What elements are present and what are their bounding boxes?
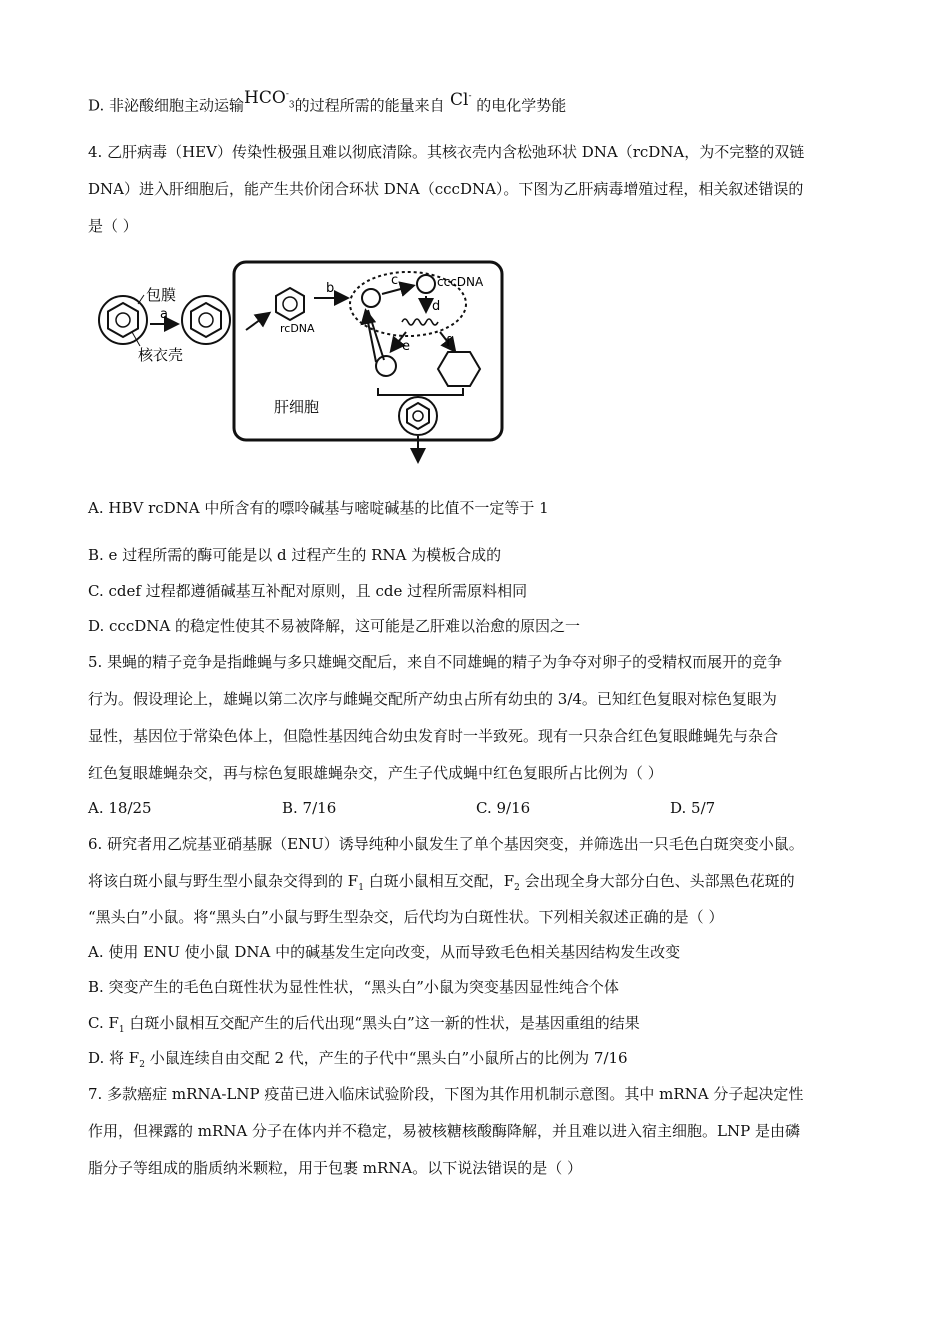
liver-cell-label: 肝细胞	[274, 398, 320, 416]
virus-particle-outside	[99, 296, 147, 344]
q6-option-c: C. $F_1$ 白斑小鼠相互交配产生的后代出现“黑头白”这一新的性状，是基因重组的结果	[88, 1014, 640, 1035]
cccdna-circle	[417, 275, 435, 293]
q4-stem-line1: 4. 乙肝病毒（HEV）传染性极强且难以彻底清除。其核衣壳内含松弛环状 DNA（rcDNA，为不完整的双链	[88, 143, 805, 161]
q4-stem-line3: 是（ ）	[88, 217, 138, 235]
q6-stem-line2: 将该白斑小鼠与野生型小鼠杂交得到的 $F_1$ 白斑小鼠相互交配，$F_2$ 会出现全身大部分白色、头部黑色花斑的	[88, 872, 795, 893]
q5-option-c: C. 9/16	[476, 799, 531, 817]
new-virus-particle	[399, 397, 437, 435]
q3-option-d: D. 非泌酸细胞主动运输$HCO^-_3$的过程所需的能量来自 Cl- 的电化学势能	[88, 87, 567, 115]
q7-stem-line2: 作用，但裸露的 mRNA 分子在体内并不稳定，易被核糖核酸酶降解，并且难以进入宿主细胞。LNP 是由磷	[88, 1122, 800, 1140]
step-e-label: e	[402, 339, 410, 354]
q7-stem-line1: 7. 多款癌症 mRNA-LNP 疫苗已进入临床试验阶段，下图为其作用机制示意图。其中 mRNA 分子起决定性	[88, 1085, 804, 1103]
cl-formula: Cl-	[450, 89, 472, 110]
q6-option-b: B. 突变产生的毛色白斑性状为显性性状，“黑头白”小鼠为突变基因显性纯合个体	[88, 978, 619, 996]
step-d-label: d	[432, 299, 441, 314]
e-product-circle	[376, 356, 396, 376]
q6-stem-line3: “黑头白”小鼠。将“黑头白”小鼠与野生型杂交，后代均为白斑性状。下列相关叙述正确的是（ ）	[88, 908, 724, 926]
assembly-bracket	[378, 388, 463, 395]
q6-stem-line1: 6. 研究者用乙烷基亚硝基脲（ENU）诱导纯种小鼠发生了单个基因突变，并筛选出一只毛色白斑突变小鼠。	[88, 835, 804, 853]
rcdna-label: rcDNA	[280, 322, 315, 335]
q5-stem-line1: 5. 果蝇的精子竞争是指雌蝇与多只雄蝇交配后，来自不同雄蝇的精子为争夺对卵子的受精权而展开的竞争	[88, 653, 783, 671]
step-c-label: c	[391, 273, 399, 288]
rcdna-circle	[362, 289, 380, 307]
q5-option-d: D. 5/7	[670, 799, 716, 817]
q6-option-d: D. 将 $F_2$ 小鼠连续自由交配 2 代，产生的子代中“黑头白”小鼠所占的比例为 7/16	[88, 1049, 628, 1070]
q4-stem-line2: DNA）进入肝细胞后，能产生共价闭合环状 DNA（cccDNA）。下图为乙肝病毒增殖过程，相关叙述错误的	[88, 180, 804, 198]
q5-option-a: A. 18/25	[88, 799, 152, 817]
capsid-label: 核衣壳	[138, 346, 184, 364]
step-b-label: b	[326, 281, 335, 296]
q6-option-a: A. 使用 ENU 使小鼠 DNA 中的碱基发生定向改变，从而导致毛色相关基因结构发生改变	[88, 943, 681, 961]
q5-stem-line4: 红色复眼雄蝇杂交，再与棕色复眼雄蝇杂交，产生子代成蝇中红色复眼所占比例为（ ）	[88, 764, 663, 782]
f-product-capsid	[438, 352, 480, 386]
rna-wave	[402, 319, 438, 325]
q7-stem-line3: 脂分子等组成的脂质纳米颗粒，用于包裹 mRNA。以下说法错误的是（ ）	[88, 1159, 583, 1177]
hbv-replication-diagram	[88, 252, 508, 467]
q5-option-b: B. 7/16	[282, 799, 337, 817]
step-a-label: a	[160, 307, 168, 322]
hco3-formula: $HCO^-_3$	[244, 87, 295, 111]
q5-stem-line2: 行为。假设理论上，雄蝇以第二次序与雌蝇交配所产幼虫占所有幼虫的 3/4。已知红色复眼对棕色复眼为	[88, 690, 777, 708]
capsid-in-cell	[276, 288, 304, 320]
q4-option-a: A. HBV rcDNA 中所含有的嘌呤碱基与嘧啶碱基的比值不一定等于 1	[88, 499, 549, 517]
step-f-label: f	[446, 335, 451, 350]
virus-particle-entering	[182, 296, 230, 344]
cccdna-label: cccDNA	[437, 275, 484, 289]
q5-stem-line3: 显性，基因位于常染色体上，但隐性基因纯合幼虫发育时一半致死。现有一只杂合红色复眼雌蝇先与杂合	[88, 727, 779, 745]
envelope-label: 包膜	[146, 286, 177, 304]
q4-option-b: B. e 过程所需的酶可能是以 d 过程产生的 RNA 为模板合成的	[88, 546, 502, 564]
q4-option-c: C. cdef 过程都遵循碱基互补配对原则，且 cde 过程所需原料相同	[88, 582, 528, 600]
q4-option-d: D. cccDNA 的稳定性使其不易被降解，这可能是乙肝难以治愈的原因之一	[88, 617, 580, 635]
